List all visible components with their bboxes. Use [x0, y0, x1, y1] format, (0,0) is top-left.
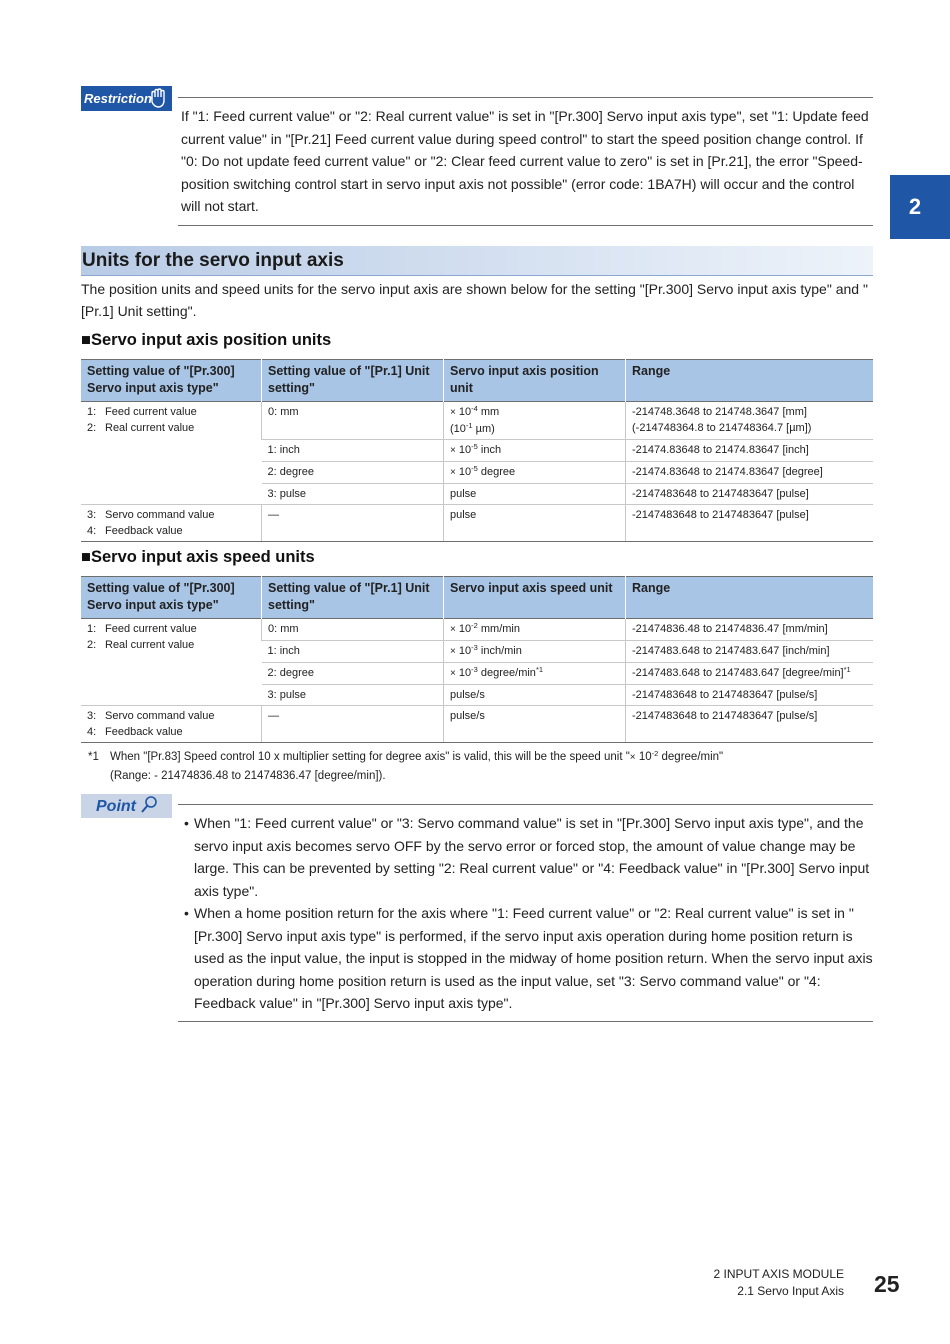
position-unit-cell: pulse [444, 484, 626, 505]
axis-type-cell: 1: Feed current value 2: Real current value [81, 619, 262, 706]
unit-cell: 2: degree [262, 663, 444, 685]
chapter-tab[interactable]: 2 [890, 175, 950, 239]
range-cell: -21474836.48 to 21474836.47 [mm/min] [626, 619, 874, 641]
range-cell: -2147483648 to 2147483647 [pulse] [626, 484, 874, 505]
section-title-rule [81, 275, 873, 276]
unit-cell: 3: pulse [262, 685, 444, 706]
list-item: • When a home position return for the axis where "1: Feed current value" or "2: Real current value" is set in "[Pr.300] Servo input axis type" is performed, if the servo input axis operation during home position return is used as the input value, the input is stopped in the midway of home position return. When the servo input axis operation during home position return is used as the input value, set "3: Servo command value" or "4: Feedback value" in "[Pr.300] Servo input axis type". [184, 905, 873, 1011]
position-units-heading: ■Servo input axis position units [81, 331, 332, 349]
footer-section: 2.1 Servo Input Axis [737, 1284, 844, 1298]
list-item: • When "1: Feed current value" or "3: Servo command value" is set in "[Pr.300] Servo input axis type", and the servo input axis becomes servo OFF by the servo error or forced stop, the amount of value change may be large. This can be prevented by setting "2: Real current value" or "4: Feedback value" in "[Pr.300] Servo input axis type". [184, 815, 870, 899]
section-title: Units for the servo input axis [81, 246, 873, 275]
point-top-rule [178, 804, 873, 805]
restriction-bottom-rule [178, 225, 873, 226]
unit-cell: 1: inch [262, 440, 444, 462]
running-footer [714, 1266, 844, 1300]
point-badge [81, 794, 172, 818]
restriction-top-rule [178, 97, 873, 98]
table-header: Setting value of "[Pr.1] Unit setting" [262, 577, 444, 619]
position-unit-cell: × $10^{-5}$ degree [444, 462, 626, 484]
page-number: 25 [874, 1271, 900, 1297]
position-unit-cell: × $10^{-5}$ inch [444, 440, 626, 462]
table-header: Setting value of "[Pr.300] Servo input axis type" [81, 577, 262, 619]
range-cell: -2147483648 to 2147483647 [pulse] [626, 505, 874, 542]
magnifier-icon [140, 795, 158, 815]
table-header: Setting value of "[Pr.300] Servo input axis type" [81, 360, 262, 402]
restriction-text: If "1: Feed current value" or "2: Real current value" is set in "[Pr.300] Servo input axis type", set "1: Update feed current value" in "[Pr.21] Feed current value during speed control" to start the speed position change control. If "0: Do not update feed current value" or "2: Clear feed current value to zero" is set in [Pr.21], the error "Speed-position switching control start in servo input axis not possible" (error code: 1BA7H) will occur and the control will not start. [181, 108, 869, 214]
footer-chapter: 2 INPUT AXIS MODULE [713, 1267, 844, 1281]
speed-unit-cell: pulse/s [444, 685, 626, 706]
speed-unit-cell: pulse/s [444, 706, 626, 743]
range-cell: -2147483648 to 2147483647 [pulse/s] [626, 685, 874, 706]
table-row [81, 706, 873, 743]
table-row [81, 619, 873, 641]
range-cell: -2147483648 to 2147483647 [pulse/s] [626, 706, 874, 743]
unit-cell: — [262, 706, 444, 743]
table-row [81, 505, 873, 542]
section-intro: The position units and speed units for the servo input axis are shown below for the setting "[Pr.300] Servo input axis type" and "[Pr.1] Unit setting". [81, 281, 868, 319]
table-header: Servo input axis position unit [444, 360, 626, 402]
axis-type-cell: 3: Servo command value 4: Feedback value [81, 706, 262, 743]
speed-unit-cell: × $10^{-3}$ degree/$\min^{*1}$ [444, 663, 626, 685]
speed-unit-cell: × $10^{-2}$ mm/min [444, 619, 626, 641]
footnote-mark: *1 [88, 751, 99, 763]
point-bottom-rule [178, 1021, 873, 1022]
axis-type-cell: 3: Servo command value 4: Feedback value [81, 505, 262, 542]
table-header: Range [626, 360, 874, 402]
speed-unit-cell: × $10^{-3}$ inch/min [444, 641, 626, 663]
speed-units-heading: ■Servo input axis speed units [81, 548, 315, 566]
unit-cell: 1: inch [262, 641, 444, 663]
position-unit-cell: × $10^{-4}$ mm ($10^{-1}$ µm) [444, 402, 626, 440]
unit-cell: 2: degree [262, 462, 444, 484]
footnote: *1 When "[Pr.83] Speed control 10 x multiplier setting for degree axis" is valid, this will be the speed unit "× $10^{-2}$ degree/min" (Range: - 21474836.48 to 21474836.47 [degree/min]). [88, 749, 724, 782]
restriction-badge [81, 86, 172, 111]
table-header: Servo input axis speed unit [444, 577, 626, 619]
unit-cell: — [262, 505, 444, 542]
hand-icon [148, 88, 170, 109]
unit-cell: 3: pulse [262, 484, 444, 505]
unit-cell: 0: mm [262, 619, 444, 641]
axis-type-cell: 1: Feed current value 2: Real current value [81, 402, 262, 505]
range-cell: -214748.3648 to 214748.3647 [mm] (-214748364.8 to 214748364.7 [µm]) [626, 402, 874, 440]
unit-cell: 0: mm [262, 402, 444, 440]
range-cell: -21474.83648 to 21474.83647 [degree] [626, 462, 874, 484]
range-cell: -2147483.648 to 2147483.647 [inch/min] [626, 641, 874, 663]
range-cell: -21474.83648 to 21474.83647 [inch] [626, 440, 874, 462]
point-text [184, 812, 874, 1015]
point-label: Point [96, 798, 136, 815]
position-unit-cell: pulse [444, 505, 626, 542]
table-header: Range [626, 577, 874, 619]
range-cell: -2147483.648 to 2147483.647 [degree/min]$^{*1}$ [626, 663, 874, 685]
speed-units-table [81, 576, 873, 743]
table-row [81, 402, 873, 440]
restriction-label: Restriction [84, 91, 152, 106]
table-header: Setting value of "[Pr.1] Unit setting" [262, 360, 444, 402]
position-units-table [81, 359, 873, 542]
